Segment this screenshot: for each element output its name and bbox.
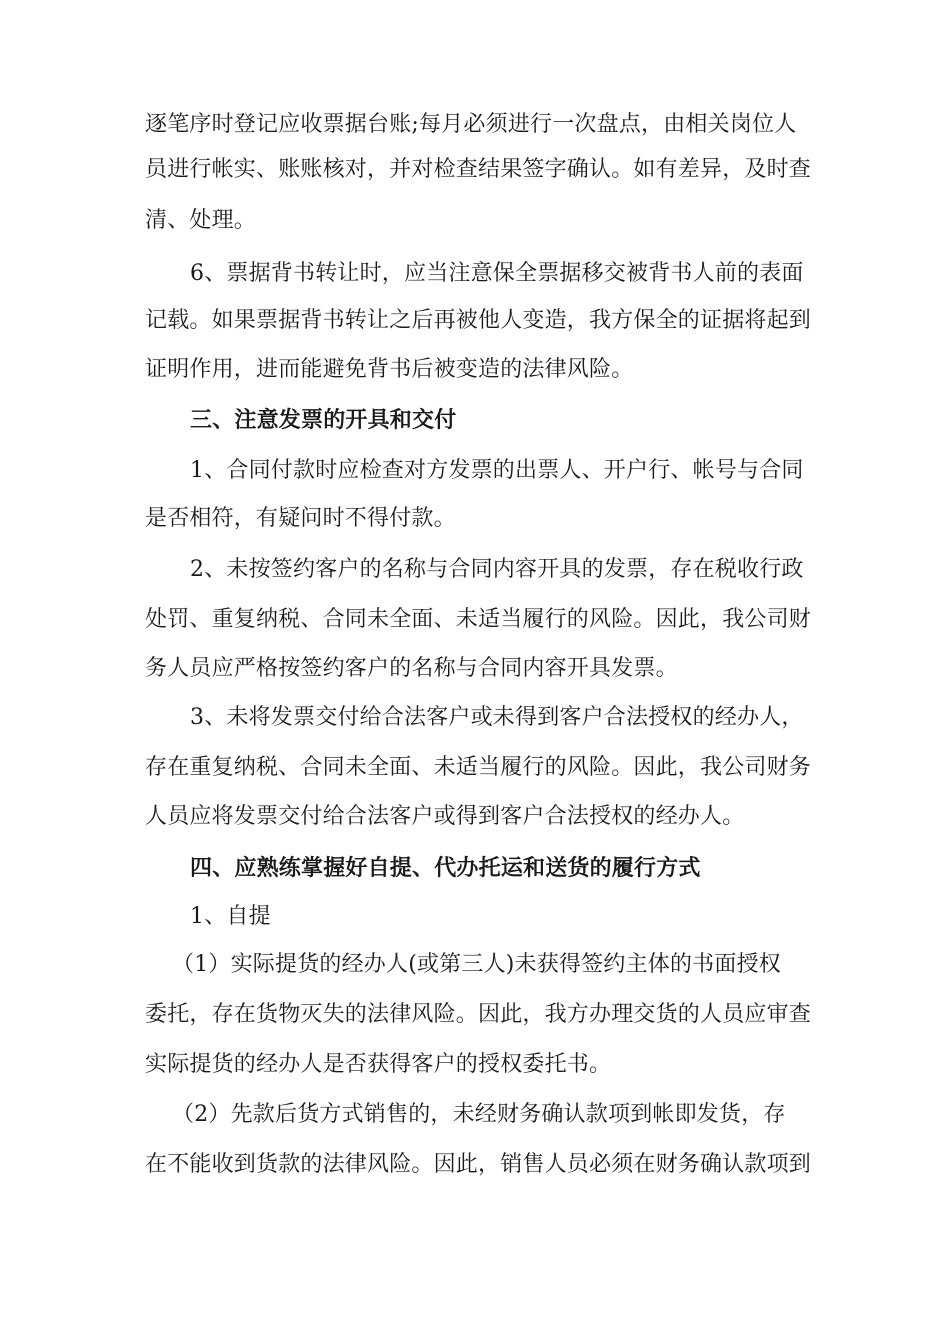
paragraph-line: 人员应将发票交付给合法客户或得到客户合法授权的经办人。	[145, 804, 745, 829]
paragraph-line: 记载。如果票据背书转让之后再被他人变造，我方保全的证据将起到	[145, 308, 812, 333]
paragraph-line: 委托，存在货物灭失的法律风险。因此，我方办理交货的人员应审查	[145, 1002, 812, 1027]
section-heading: 三、注意发票的开具和交付	[190, 407, 457, 433]
paragraph-line: 清、处理。	[145, 208, 257, 233]
paragraph-line: 3、未将发票交付给合法客户或未得到客户合法授权的经办人，	[190, 705, 804, 730]
paragraph-line: 实际提货的经办人是否获得客户的授权委托书。	[145, 1052, 612, 1077]
paragraph-line: （2）先款后货方式销售的，未经财务确认款项到帐即发货，存	[172, 1102, 786, 1127]
paragraph-line: 存在重复纳税、合同未全面、未适当履行的风险。因此，我公司财务	[145, 755, 812, 780]
paragraph-line: 1、合同付款时应检查对方发票的出票人、开户行、帐号与合同	[190, 458, 804, 483]
paragraph-line: 在不能收到货款的法律风险。因此，销售人员必须在财务确认款项到	[145, 1152, 812, 1177]
paragraph-line: 逐笔序时登记应收票据台账;每月必须进行一次盘点，由相关岗位人	[145, 112, 797, 137]
paragraph-line: 务人员应严格按签约客户的名称与合同内容开具发票。	[145, 656, 678, 681]
subsection-label: 1、自提	[190, 904, 271, 929]
paragraph-line: （1）实际提货的经办人(或第三人)未获得签约主体的书面授权	[172, 952, 781, 977]
paragraph-line: 6、票据背书转让时，应当注意保全票据移交被背书人前的表面	[190, 261, 804, 286]
paragraph-line: 2、未按签约客户的名称与合同内容开具的发票，存在税收行政	[190, 557, 804, 582]
paragraph-line: 员进行帐实、账账核对，并对检查结果签字确认。如有差异，及时查	[145, 157, 812, 182]
paragraph-line: 是否相符，有疑问时不得付款。	[145, 506, 456, 531]
paragraph-line: 证明作用，进而能避免背书后被变造的法律风险。	[145, 357, 634, 382]
paragraph-line: 处罚、重复纳税、合同未全面、未适当履行的风险。因此，我公司财	[145, 607, 812, 632]
section-heading: 四、应熟练掌握好自提、代办托运和送货的履行方式	[190, 855, 701, 881]
